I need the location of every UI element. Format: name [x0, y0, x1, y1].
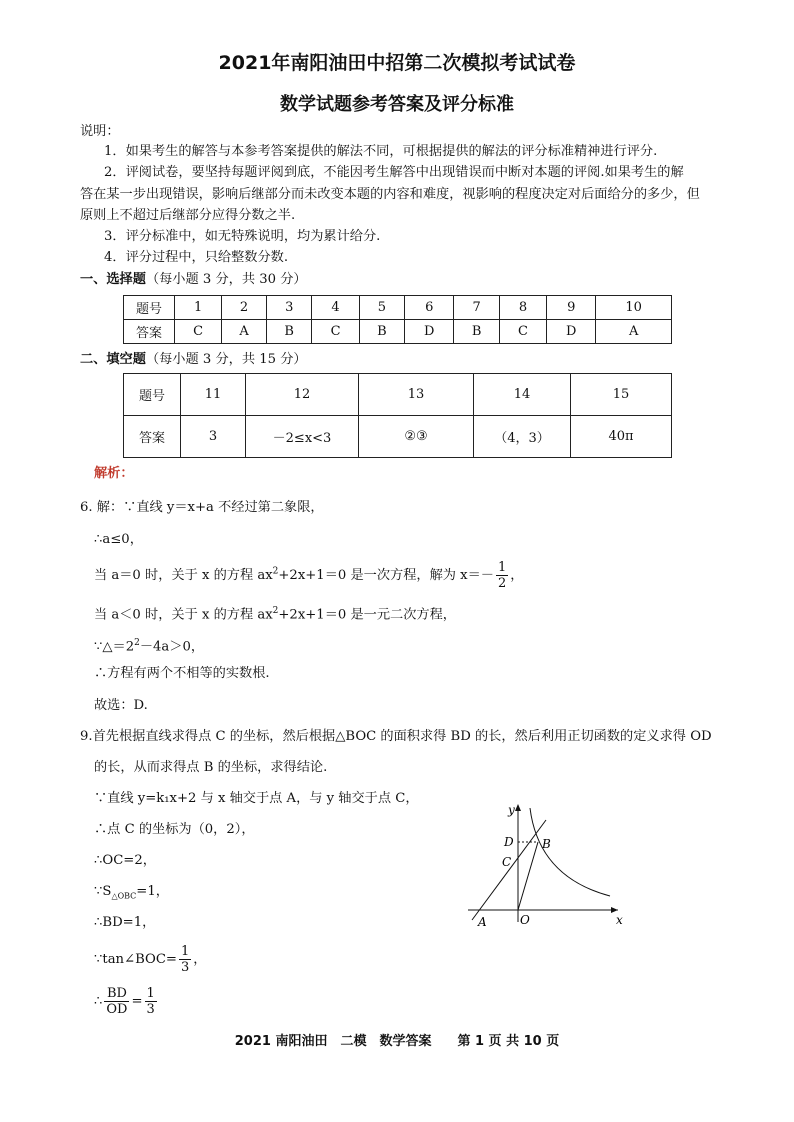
q9-line-3: ∵直线 y=k₁x+2 与 x 轴交于点 A，与 y 轴交于点 C，: [94, 791, 419, 806]
q9-line-8: ∵tan∠BOC= $\frac{1}{3}$ ，: [94, 944, 207, 975]
fill-num: 15: [571, 374, 672, 416]
q6-line-7: 故选：D.: [94, 698, 148, 713]
q6-line-1: 6. 解：∵直线 y＝x+a 不经过第二象限，: [80, 500, 324, 515]
note-4: 4．评分过程中，只给整数分数.: [104, 250, 289, 265]
q9-line-6: [94, 882, 169, 907]
note-2b: 答在某一步出现错误，影响后继部分而未改变本题的内容和难度，视影响的程度决定对后面给分的多少，但: [80, 187, 700, 202]
section2-label: 二、填空题: [80, 352, 146, 367]
fill-answer: －2≤x<3: [246, 416, 359, 458]
q9-line-6b: =1，: [136, 884, 169, 899]
q9-line-9: [94, 986, 159, 1017]
q9-line-7: ∴BD=1，: [94, 915, 156, 930]
label-c: C: [502, 855, 512, 869]
q6-line-4: 当 a＜0 时，关于 x 的方程 $ax^2+2x+1=0$ 是一元二次方程，: [94, 606, 456, 623]
note-2a: 2．评阅试卷，要坚持每题评阅到底，不能因考生解答中出现错误而中断对本题的评阅.如果考生的解: [104, 165, 684, 180]
choice-answer: D: [405, 320, 454, 344]
note-2c: 原则上不超过后继部分应得分数之半.: [80, 208, 296, 223]
q9-ratio-value-den: 3: [146, 1002, 155, 1017]
q9-tan-fraction: [179, 944, 191, 975]
q9-ratio-num: BD: [104, 986, 129, 1002]
segment-ob: [518, 842, 538, 910]
choice-num: 5: [359, 296, 405, 320]
choice-num: 3: [266, 296, 312, 320]
q6-line-3b: +2x+1＝0 是一次方程，解为 x＝－: [278, 568, 494, 583]
q6-line-5: $\because\triangle=2^2-4a>0$，: [94, 638, 205, 655]
q6-line-4b: +2x+1＝0 是一元二次方程，: [278, 607, 456, 623]
fill-answer: （4，3）: [474, 416, 571, 458]
q6-fraction: [496, 560, 508, 591]
label-b: B: [542, 837, 551, 851]
section1-label: 一、选择题: [80, 272, 146, 287]
note-3: 3．评分标准中，如无特殊说明，均为累计给分.: [104, 229, 381, 244]
choice-answer: C: [499, 320, 546, 344]
q6-frac-den: 2: [497, 576, 507, 591]
label-x: x: [616, 913, 623, 927]
choice-answer: B: [454, 320, 500, 344]
q9-line-8-text: ∵tan∠BOC=: [94, 952, 177, 967]
fill-table: [123, 373, 672, 458]
choice-answer: A: [222, 320, 267, 344]
choice-num: 1: [175, 296, 222, 320]
section1-note: （每小题 3 分，共 30 分）: [145, 272, 307, 287]
section2-note: （每小题 3 分，共 15 分）: [145, 352, 307, 367]
q6-line-5a: ∵△＝2: [94, 639, 135, 655]
notes-heading: 说明：: [80, 124, 120, 139]
q9-figure: [460, 800, 630, 930]
q9-line-9-pre: ∴: [94, 994, 103, 1009]
choice-answer: D: [547, 320, 596, 344]
choice-answer: A: [596, 320, 672, 344]
page-subtitle: 数学试题参考答案及评分标准: [280, 94, 514, 115]
q6-line-5b: －4a＞0，: [139, 639, 205, 655]
q9-line-4: ∴点 C 的坐标为（0，2），: [94, 822, 255, 837]
fill-num: 12: [246, 374, 359, 416]
q9-line-9-eq: =: [131, 994, 143, 1009]
q9-tan-num: 1: [180, 944, 190, 959]
q9-line-6-sub: △OBC: [111, 891, 137, 901]
fill-answer: ②③: [359, 416, 474, 458]
choice-answer: C: [175, 320, 222, 344]
fill-answer: 40π: [571, 416, 672, 458]
q9-ratio-fraction: [104, 986, 129, 1017]
choice-num: 2: [222, 296, 267, 320]
choice-num: 6: [405, 296, 454, 320]
q6-frac-num: 1: [497, 560, 507, 575]
y-axis-arrow-icon: [515, 804, 521, 811]
q9-ratio-value-num: 1: [146, 986, 155, 1001]
q9-line-6a: ∵S: [94, 884, 112, 899]
choice-num: 8: [499, 296, 546, 320]
fill-answer: 3: [181, 416, 246, 458]
page-footer: 2021 南阳油田 二模 数学答案 第 1 页 共 10 页: [234, 1034, 560, 1049]
label-o: O: [520, 913, 530, 927]
page-title: 2021年南阳油田中招第二次模拟考试试卷: [218, 52, 576, 74]
q6-line-6: ∴方程有两个不相等的实数根.: [94, 666, 270, 681]
choice-answer: B: [266, 320, 312, 344]
choice-head-q: 题号: [124, 296, 175, 320]
fill-num: 14: [474, 374, 571, 416]
section1-heading: [80, 270, 307, 290]
fill-num: 13: [359, 374, 474, 416]
q6-line-3a: 当 a＝0 时，关于 x 的方程 ax: [94, 568, 273, 583]
q9-tan-den: 3: [180, 960, 190, 975]
choice-table: [123, 295, 672, 344]
label-d: D: [504, 835, 514, 849]
q9-line-2: 的长，从而求得点 B 的坐标，求得结论.: [94, 760, 328, 775]
choice-answer: B: [359, 320, 405, 344]
q6-line-3: 当 a＝0 时，关于 x 的方程 $ax^2+2x+1=0$ 是一次方程，解为 x＝－ $\frac{1}{2}$ ，: [94, 560, 524, 591]
q9-line-5: ∴OC=2，: [94, 853, 156, 868]
choice-answer: C: [312, 320, 359, 344]
choice-num: 9: [547, 296, 596, 320]
section2-heading: [80, 350, 307, 370]
q9-line-1: 9.首先根据直线求得点 C 的坐标，然后根据△BOC 的面积求得 BD 的长，然后利用正切函数的定义求得 OD: [80, 729, 712, 744]
note-1: 1．如果考生的解答与本参考答案提供的解法不同，可根据提供的解法的评分标准精神进行评分.: [104, 144, 658, 159]
fill-head-q: 题号: [124, 374, 181, 416]
hyperbola-curve: [530, 808, 610, 896]
analysis-label: 解析：: [94, 466, 134, 481]
choice-num: 4: [312, 296, 359, 320]
q6-line-4a: 当 a＜0 时，关于 x 的方程 ax: [94, 607, 273, 623]
choice-num: 10: [596, 296, 672, 320]
label-a: A: [478, 915, 487, 929]
fill-head-a: 答案: [124, 416, 181, 458]
q9-ratio-value: [145, 986, 157, 1017]
choice-head-a: 答案: [124, 320, 175, 344]
choice-num: 7: [454, 296, 500, 320]
label-y: y: [508, 803, 515, 817]
fill-num: 11: [181, 374, 246, 416]
q9-ratio-den: OD: [106, 1002, 128, 1017]
q6-line-2: ∴a≤0，: [94, 532, 143, 547]
